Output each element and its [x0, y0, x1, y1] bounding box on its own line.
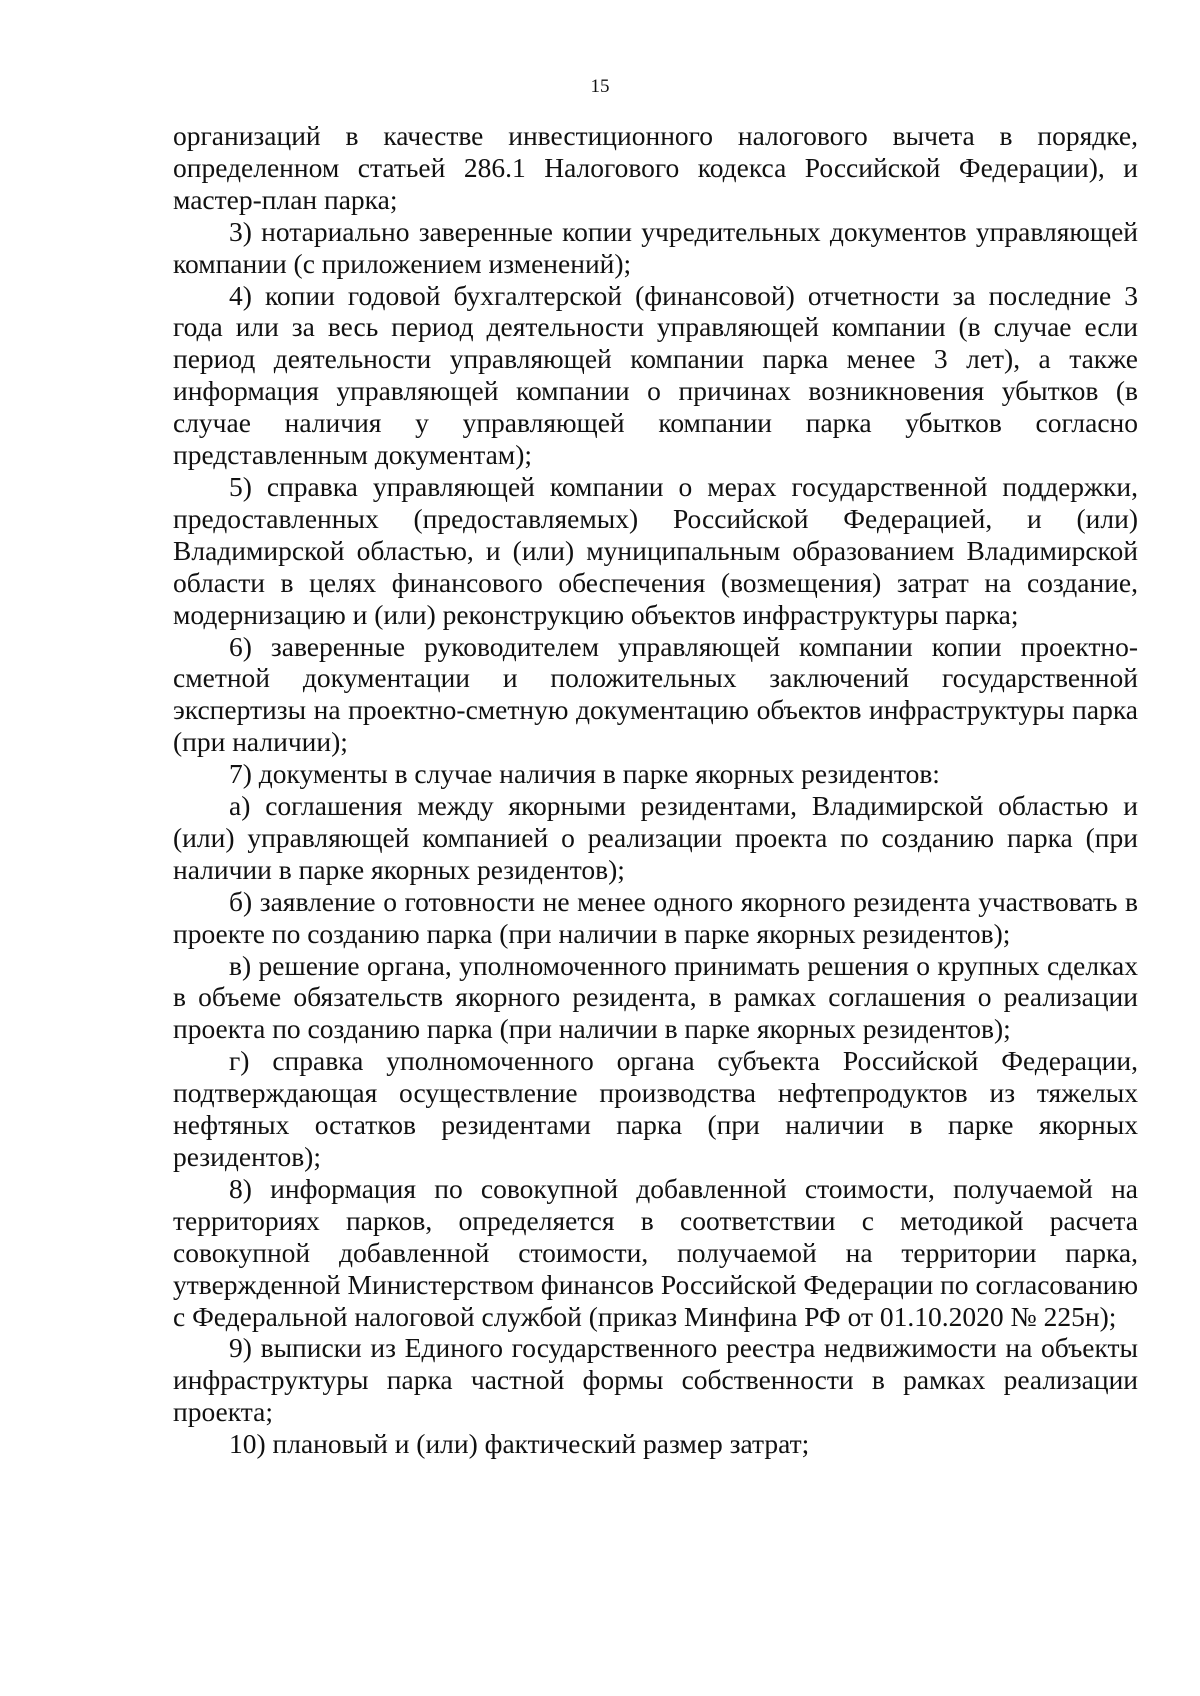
paragraph-item-7v: в) решение органа, уполномоченного принимать решения о крупных сделках в объеме обязательств якорного резидента, в рамках соглашения о реализации проекта по созданию парка (при наличии в парке якорных резидентов); — [173, 949, 1138, 1045]
paragraph-item-7a: а) соглашения между якорными резидентами, Владимирской областью и (или) управляющей компанией о реализации проекта по созданию парка (при наличии в парке якорных резидентов); — [173, 790, 1138, 885]
paragraph-item-7b: б) заявление о готовности не менее одного якорного резидента участвовать в проекте по созданию парка (при наличии в парке якорных резидентов); — [173, 885, 1138, 949]
paragraph-item-3: 3) нотариально заверенные копии учредительных документов управляющей компании (с приложением изменений); — [173, 215, 1138, 279]
paragraph-item-7g: г) справка уполномоченного органа субъекта Российской Федерации, подтверждающая осуществление производства нефтепродуктов из тяжелых нефтяных остатков резидентами парка (при наличии в парке якорных резидентов); — [173, 1045, 1138, 1172]
paragraph-item-8: 8) информация по совокупной добавленной стоимости, получаемой на территориях парков, определяется в соответствии с методикой расчета совокупной добавленной стоимости, получаемой на территории парка, утвержденной Министерством финансов Российской Федерации по согласованию с Федеральной налоговой службой (приказ Минфина РФ от 01.10.2020 № 225н); — [173, 1172, 1138, 1332]
paragraph-item-5: 5) справка управляющей компании о мерах государственной поддержки, предоставленных (предоставляемых) Российской Федерацией, и (или) Владимирской областью, и (или) муниципальным образованием Владимирской области в целях финансового обеспечения (возмещения) затрат на создание, модернизацию и (или) реконструкцию объектов инфраструктуры парка; — [173, 470, 1138, 630]
paragraph-item-9: 9) выписки из Единого государственного реестра недвижимости на объекты инфраструктуры парка частной формы собственности в рамках реализации проекта; — [173, 1332, 1138, 1428]
paragraph-item-6: 6) заверенные руководителем управляющей компании копии проектно-сметной документации и положительных заключений государственной экспертизы на проектно-сметную документацию объектов инфраструктуры парка (при наличии); — [173, 630, 1138, 758]
page-number: 15 — [590, 76, 610, 97]
paragraph-continuation: организаций в качестве инвестиционного налогового вычета в порядке, определенном статьей 286.1 Налогового кодекса Российской Федерации), и мастер-план парка; — [173, 120, 1138, 215]
paragraph-item-7: 7) документы в случае наличия в парке якорных резидентов: — [229, 758, 940, 790]
paragraph-item-4: 4) копии годовой бухгалтерской (финансовой) отчетности за последние 3 года или за весь период деятельности управляющей компании (в случае если период деятельности управляющей компании парка менее 3 лет), а также информация управляющей компании о причинах возникновения убытков (в случае наличия у управляющей компании парка убытков согласно представленным документам); — [173, 279, 1138, 471]
document-body — [173, 120, 1138, 1460]
paragraph-item-10: 10) плановый и (или) фактический размер затрат; — [229, 1428, 810, 1460]
